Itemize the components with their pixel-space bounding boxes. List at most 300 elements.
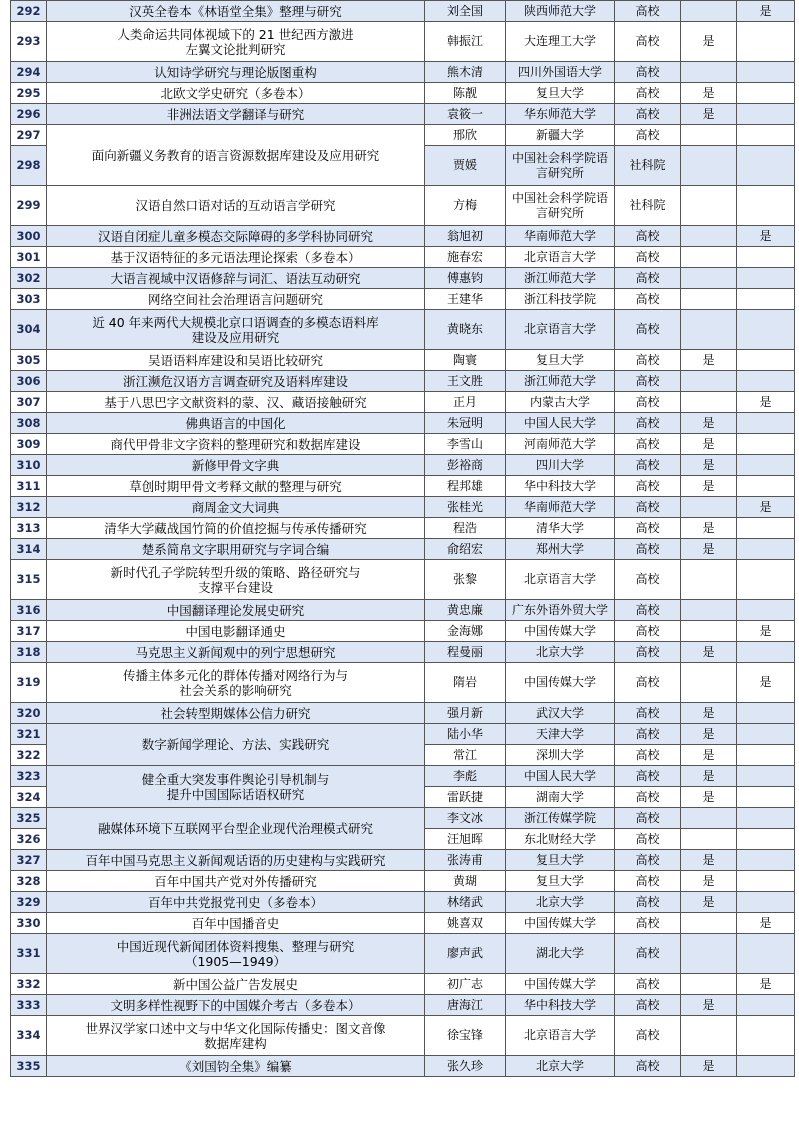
unit-type: 高校 xyxy=(615,766,681,787)
table-row xyxy=(11,1,795,22)
flag-col-1: 是 xyxy=(681,642,737,663)
person-name: 贾媛 xyxy=(425,146,506,186)
unit-type: 高校 xyxy=(615,642,681,663)
unit-name: 四川大学 xyxy=(506,455,615,476)
flag-col-2: 是 xyxy=(737,1,795,22)
unit-name: 湖南大学 xyxy=(506,787,615,808)
project-title: 清华大学藏战国竹简的价值挖掘与传承传播研究 xyxy=(47,518,425,539)
project-title: 商周金文大词典 xyxy=(47,497,425,518)
project-title: 新中国公益广告发展史 xyxy=(47,974,425,995)
row-number: 328 xyxy=(11,871,47,892)
table-row xyxy=(11,62,795,83)
person-name: 刘全国 xyxy=(425,1,506,22)
project-title: 楚系简帛文字职用研究与字词合编 xyxy=(47,539,425,560)
person-name: 雷跃捷 xyxy=(425,787,506,808)
unit-type: 高校 xyxy=(615,850,681,871)
unit-name: 清华大学 xyxy=(506,518,615,539)
row-number: 308 xyxy=(11,413,47,434)
flag-col-2 xyxy=(737,247,795,268)
unit-type: 高校 xyxy=(615,125,681,146)
person-name: 张黎 xyxy=(425,560,506,600)
unit-type: 高校 xyxy=(615,621,681,642)
row-number: 333 xyxy=(11,995,47,1016)
flag-col-1: 是 xyxy=(681,350,737,371)
project-title: 汉语自闭症儿童多模态交际障碍的多学科协同研究 xyxy=(47,226,425,247)
person-name: 邢欣 xyxy=(425,125,506,146)
project-title: 新时代孔子学院转型升级的策略、路径研究与 支撑平台建设 xyxy=(47,560,425,600)
unit-type: 高校 xyxy=(615,892,681,913)
project-title: 商代甲骨非文字资料的整理研究和数据库建设 xyxy=(47,434,425,455)
flag-col-1 xyxy=(681,621,737,642)
project-title: 中国电影翻译通史 xyxy=(47,621,425,642)
project-title: 汉英全卷本《林语堂全集》整理与研究 xyxy=(47,1,425,22)
person-name: 傅惠钧 xyxy=(425,268,506,289)
table-row xyxy=(11,392,795,413)
row-number: 294 xyxy=(11,62,47,83)
person-name: 李雪山 xyxy=(425,434,506,455)
flag-col-1: 是 xyxy=(681,724,737,745)
flag-col-1 xyxy=(681,310,737,350)
unit-name: 天津大学 xyxy=(506,724,615,745)
row-number: 320 xyxy=(11,703,47,724)
table-row xyxy=(11,186,795,226)
project-title: 中国翻译理论发展史研究 xyxy=(47,600,425,621)
flag-col-1 xyxy=(681,392,737,413)
flag-col-2 xyxy=(737,104,795,125)
flag-col-2 xyxy=(737,434,795,455)
flag-col-1 xyxy=(681,289,737,310)
person-name: 彭裕商 xyxy=(425,455,506,476)
row-number: 316 xyxy=(11,600,47,621)
project-title: 基于汉语特征的多元语法理论探索（多卷本） xyxy=(47,247,425,268)
person-name: 方梅 xyxy=(425,186,506,226)
flag-col-1: 是 xyxy=(681,745,737,766)
flag-col-2: 是 xyxy=(737,497,795,518)
person-name: 张久珍 xyxy=(425,1056,506,1077)
table-row xyxy=(11,289,795,310)
flag-col-1: 是 xyxy=(681,22,737,62)
unit-name: 湖北大学 xyxy=(506,934,615,974)
unit-type: 高校 xyxy=(615,745,681,766)
flag-col-1: 是 xyxy=(681,995,737,1016)
flag-col-2 xyxy=(737,600,795,621)
project-title: 汉语自然口语对话的互动语言学研究 xyxy=(47,186,425,226)
table-row xyxy=(11,125,795,146)
project-title: 《刘国钧全集》编纂 xyxy=(47,1056,425,1077)
unit-name: 东北财经大学 xyxy=(506,829,615,850)
flag-col-1 xyxy=(681,829,737,850)
flag-col-1: 是 xyxy=(681,892,737,913)
table-row xyxy=(11,268,795,289)
project-title: 基于八思巴字文献资料的蒙、汉、藏语接触研究 xyxy=(47,392,425,413)
project-title: 社会转型期媒体公信力研究 xyxy=(47,703,425,724)
unit-type: 高校 xyxy=(615,974,681,995)
table-row xyxy=(11,995,795,1016)
flag-col-2 xyxy=(737,892,795,913)
row-number: 307 xyxy=(11,392,47,413)
unit-type: 高校 xyxy=(615,83,681,104)
person-name: 袁筱一 xyxy=(425,104,506,125)
project-title: 百年中国马克思主义新闻观话语的历史建构与实践研究 xyxy=(47,850,425,871)
unit-name: 复旦大学 xyxy=(506,871,615,892)
project-title: 认知诗学研究与理论版图重构 xyxy=(47,62,425,83)
unit-type: 高校 xyxy=(615,600,681,621)
flag-col-1 xyxy=(681,1016,737,1056)
flag-col-1 xyxy=(681,186,737,226)
flag-col-1 xyxy=(681,146,737,186)
table-row xyxy=(11,766,795,787)
table-row xyxy=(11,434,795,455)
row-number: 318 xyxy=(11,642,47,663)
table-row xyxy=(11,871,795,892)
project-title: 大语言视域中汉语修辞与词汇、语法互动研究 xyxy=(47,268,425,289)
flag-col-2 xyxy=(737,83,795,104)
unit-type: 高校 xyxy=(615,539,681,560)
unit-type: 高校 xyxy=(615,663,681,703)
row-number: 305 xyxy=(11,350,47,371)
unit-type: 高校 xyxy=(615,226,681,247)
row-number: 324 xyxy=(11,787,47,808)
unit-name: 浙江师范大学 xyxy=(506,371,615,392)
table-row xyxy=(11,497,795,518)
row-number: 296 xyxy=(11,104,47,125)
unit-type: 高校 xyxy=(615,1016,681,1056)
project-title: 草创时期甲骨文考释文献的整理与研究 xyxy=(47,476,425,497)
table-row xyxy=(11,850,795,871)
unit-name: 深圳大学 xyxy=(506,745,615,766)
unit-name: 北京大学 xyxy=(506,1056,615,1077)
person-name: 唐海江 xyxy=(425,995,506,1016)
project-table xyxy=(10,0,795,1077)
flag-col-1: 是 xyxy=(681,787,737,808)
flag-col-2: 是 xyxy=(737,392,795,413)
flag-col-1: 是 xyxy=(681,434,737,455)
flag-col-2: 是 xyxy=(737,663,795,703)
unit-type: 高校 xyxy=(615,434,681,455)
person-name: 徐宝锋 xyxy=(425,1016,506,1056)
flag-col-1: 是 xyxy=(681,766,737,787)
person-name: 张桂光 xyxy=(425,497,506,518)
flag-col-2 xyxy=(737,539,795,560)
flag-col-2 xyxy=(737,476,795,497)
person-name: 陈靓 xyxy=(425,83,506,104)
row-number: 335 xyxy=(11,1056,47,1077)
person-name: 姚喜双 xyxy=(425,913,506,934)
table-row xyxy=(11,663,795,703)
flag-col-1: 是 xyxy=(681,83,737,104)
unit-type: 高校 xyxy=(615,350,681,371)
table-row xyxy=(11,413,795,434)
table-row xyxy=(11,642,795,663)
person-name: 朱冠明 xyxy=(425,413,506,434)
unit-type: 高校 xyxy=(615,724,681,745)
row-number: 334 xyxy=(11,1016,47,1056)
flag-col-2 xyxy=(737,724,795,745)
unit-name: 武汉大学 xyxy=(506,703,615,724)
table-row xyxy=(11,22,795,62)
flag-col-2 xyxy=(737,22,795,62)
row-number: 311 xyxy=(11,476,47,497)
project-title: 网络空间社会治理语言问题研究 xyxy=(47,289,425,310)
unit-name: 中国社会科学院语 言研究所 xyxy=(506,186,615,226)
flag-col-2 xyxy=(737,310,795,350)
unit-name: 内蒙古大学 xyxy=(506,392,615,413)
unit-type: 高校 xyxy=(615,934,681,974)
person-name: 常江 xyxy=(425,745,506,766)
unit-name: 北京语言大学 xyxy=(506,1016,615,1056)
flag-col-1 xyxy=(681,247,737,268)
project-title: 吴语语料库建设和吴语比较研究 xyxy=(47,350,425,371)
unit-name: 河南师范大学 xyxy=(506,434,615,455)
flag-col-2 xyxy=(737,934,795,974)
row-number: 312 xyxy=(11,497,47,518)
person-name: 黄瑚 xyxy=(425,871,506,892)
flag-col-2 xyxy=(737,766,795,787)
row-number: 293 xyxy=(11,22,47,62)
project-title: 近 40 年来两代大规模北京口语调查的多模态语料库 建设及应用研究 xyxy=(47,310,425,350)
unit-type: 高校 xyxy=(615,247,681,268)
unit-name: 中国人民大学 xyxy=(506,766,615,787)
flag-col-2 xyxy=(737,1056,795,1077)
person-name: 程邦雄 xyxy=(425,476,506,497)
unit-name: 华南师范大学 xyxy=(506,226,615,247)
person-name: 李文冰 xyxy=(425,808,506,829)
flag-col-2 xyxy=(737,518,795,539)
unit-type: 高校 xyxy=(615,476,681,497)
flag-col-1 xyxy=(681,62,737,83)
row-number: 317 xyxy=(11,621,47,642)
unit-name: 中国社会科学院语 言研究所 xyxy=(506,146,615,186)
project-title: 百年中国播音史 xyxy=(47,913,425,934)
unit-name: 中国传媒大学 xyxy=(506,621,615,642)
flag-col-1 xyxy=(681,1,737,22)
flag-col-1 xyxy=(681,226,737,247)
row-number: 332 xyxy=(11,974,47,995)
flag-col-1 xyxy=(681,808,737,829)
unit-name: 北京语言大学 xyxy=(506,247,615,268)
unit-name: 华东师范大学 xyxy=(506,104,615,125)
unit-type: 高校 xyxy=(615,62,681,83)
unit-name: 中国人民大学 xyxy=(506,413,615,434)
project-title: 新修甲骨文字典 xyxy=(47,455,425,476)
flag-col-2 xyxy=(737,268,795,289)
unit-name: 郑州大学 xyxy=(506,539,615,560)
unit-type: 社科院 xyxy=(615,146,681,186)
project-title: 融媒体环境下互联网平台型企业现代治理模式研究 xyxy=(47,808,425,850)
unit-type: 高校 xyxy=(615,392,681,413)
unit-name: 广东外语外贸大学 xyxy=(506,600,615,621)
row-number: 302 xyxy=(11,268,47,289)
flag-col-2 xyxy=(737,787,795,808)
table-row xyxy=(11,539,795,560)
row-number: 321 xyxy=(11,724,47,745)
table-row xyxy=(11,1016,795,1056)
unit-name: 复旦大学 xyxy=(506,850,615,871)
flag-col-2 xyxy=(737,289,795,310)
person-name: 汪旭晖 xyxy=(425,829,506,850)
flag-col-1 xyxy=(681,371,737,392)
project-title: 面向新疆义务教育的语言资源数据库建设及应用研究 xyxy=(47,125,425,186)
flag-col-1: 是 xyxy=(681,413,737,434)
person-name: 程曼丽 xyxy=(425,642,506,663)
table-row xyxy=(11,476,795,497)
row-number: 306 xyxy=(11,371,47,392)
person-name: 张涛甫 xyxy=(425,850,506,871)
flag-col-2: 是 xyxy=(737,913,795,934)
unit-type: 高校 xyxy=(615,871,681,892)
unit-type: 高校 xyxy=(615,808,681,829)
person-name: 程浩 xyxy=(425,518,506,539)
table-row xyxy=(11,600,795,621)
person-name: 李彪 xyxy=(425,766,506,787)
unit-type: 高校 xyxy=(615,787,681,808)
project-title: 百年中共党报党刊史（多卷本） xyxy=(47,892,425,913)
flag-col-2 xyxy=(737,125,795,146)
table-row xyxy=(11,371,795,392)
table-row xyxy=(11,350,795,371)
person-name: 金海娜 xyxy=(425,621,506,642)
unit-type: 高校 xyxy=(615,371,681,392)
person-name: 强月新 xyxy=(425,703,506,724)
row-number: 315 xyxy=(11,560,47,600)
flag-col-2 xyxy=(737,146,795,186)
row-number: 295 xyxy=(11,83,47,104)
unit-type: 高校 xyxy=(615,995,681,1016)
flag-col-2 xyxy=(737,413,795,434)
unit-name: 北京语言大学 xyxy=(506,310,615,350)
flag-col-2 xyxy=(737,62,795,83)
flag-col-2 xyxy=(737,829,795,850)
flag-col-2 xyxy=(737,850,795,871)
row-number: 329 xyxy=(11,892,47,913)
person-name: 黄忠廉 xyxy=(425,600,506,621)
project-title: 中国近现代新闻团体资料搜集、整理与研究 （1905—1949） xyxy=(47,934,425,974)
person-name: 陆小华 xyxy=(425,724,506,745)
table-row xyxy=(11,724,795,745)
unit-type: 高校 xyxy=(615,518,681,539)
unit-name: 大连理工大学 xyxy=(506,22,615,62)
row-number: 322 xyxy=(11,745,47,766)
row-number: 304 xyxy=(11,310,47,350)
flag-col-1: 是 xyxy=(681,476,737,497)
unit-name: 复旦大学 xyxy=(506,83,615,104)
row-number: 313 xyxy=(11,518,47,539)
table-row xyxy=(11,226,795,247)
table-row xyxy=(11,913,795,934)
flag-col-1: 是 xyxy=(681,850,737,871)
unit-type: 高校 xyxy=(615,455,681,476)
row-number: 303 xyxy=(11,289,47,310)
unit-type: 高校 xyxy=(615,560,681,600)
person-name: 翁旭初 xyxy=(425,226,506,247)
row-number: 331 xyxy=(11,934,47,974)
table-row xyxy=(11,518,795,539)
unit-type: 高校 xyxy=(615,913,681,934)
unit-type: 社科院 xyxy=(615,186,681,226)
table-row xyxy=(11,560,795,600)
table-row xyxy=(11,621,795,642)
unit-name: 四川外国语大学 xyxy=(506,62,615,83)
table-row xyxy=(11,1056,795,1077)
unit-name: 复旦大学 xyxy=(506,350,615,371)
flag-col-1: 是 xyxy=(681,871,737,892)
unit-type: 高校 xyxy=(615,829,681,850)
flag-col-2 xyxy=(737,642,795,663)
person-name: 正月 xyxy=(425,392,506,413)
unit-name: 北京语言大学 xyxy=(506,560,615,600)
unit-name: 浙江科技学院 xyxy=(506,289,615,310)
flag-col-1 xyxy=(681,268,737,289)
flag-col-1: 是 xyxy=(681,455,737,476)
project-title: 健全重大突发事件舆论引导机制与 提升中国国际话语权研究 xyxy=(47,766,425,808)
person-name: 隋岩 xyxy=(425,663,506,703)
table-row xyxy=(11,247,795,268)
unit-name: 陕西师范大学 xyxy=(506,1,615,22)
project-title: 北欧文学史研究（多卷本） xyxy=(47,83,425,104)
row-number: 300 xyxy=(11,226,47,247)
row-number: 301 xyxy=(11,247,47,268)
person-name: 俞绍宏 xyxy=(425,539,506,560)
row-number: 325 xyxy=(11,808,47,829)
person-name: 王文胜 xyxy=(425,371,506,392)
flag-col-2: 是 xyxy=(737,226,795,247)
unit-type: 高校 xyxy=(615,1,681,22)
flag-col-2 xyxy=(737,808,795,829)
unit-name: 华南师范大学 xyxy=(506,497,615,518)
person-name: 陶寰 xyxy=(425,350,506,371)
flag-col-1 xyxy=(681,913,737,934)
flag-col-2 xyxy=(737,350,795,371)
person-name: 熊木清 xyxy=(425,62,506,83)
flag-col-2: 是 xyxy=(737,621,795,642)
table-row xyxy=(11,455,795,476)
flag-col-1 xyxy=(681,497,737,518)
flag-col-1 xyxy=(681,934,737,974)
unit-type: 高校 xyxy=(615,497,681,518)
row-number: 314 xyxy=(11,539,47,560)
project-title: 数字新闻学理论、方法、实践研究 xyxy=(47,724,425,766)
project-title: 佛典语言的中国化 xyxy=(47,413,425,434)
row-number: 323 xyxy=(11,766,47,787)
project-title: 文明多样性视野下的中国媒介考古（多卷本） xyxy=(47,995,425,1016)
unit-name: 浙江师范大学 xyxy=(506,268,615,289)
flag-col-2 xyxy=(737,703,795,724)
flag-col-2 xyxy=(737,1016,795,1056)
unit-name: 浙江传媒学院 xyxy=(506,808,615,829)
unit-name: 华中科技大学 xyxy=(506,995,615,1016)
row-number: 319 xyxy=(11,663,47,703)
project-title: 浙江濒危汉语方言调查研究及语料库建设 xyxy=(47,371,425,392)
row-number: 327 xyxy=(11,850,47,871)
table-row xyxy=(11,83,795,104)
flag-col-2 xyxy=(737,745,795,766)
flag-col-1 xyxy=(681,125,737,146)
unit-name: 中国传媒大学 xyxy=(506,663,615,703)
project-title: 非洲法语文学翻译与研究 xyxy=(47,104,425,125)
flag-col-2: 是 xyxy=(737,974,795,995)
table-row xyxy=(11,703,795,724)
table-row xyxy=(11,892,795,913)
flag-col-1: 是 xyxy=(681,518,737,539)
flag-col-1 xyxy=(681,600,737,621)
flag-col-1 xyxy=(681,663,737,703)
flag-col-2 xyxy=(737,871,795,892)
table-row xyxy=(11,808,795,829)
person-name: 韩振江 xyxy=(425,22,506,62)
person-name: 王建华 xyxy=(425,289,506,310)
unit-name: 北京大学 xyxy=(506,642,615,663)
unit-name: 北京大学 xyxy=(506,892,615,913)
